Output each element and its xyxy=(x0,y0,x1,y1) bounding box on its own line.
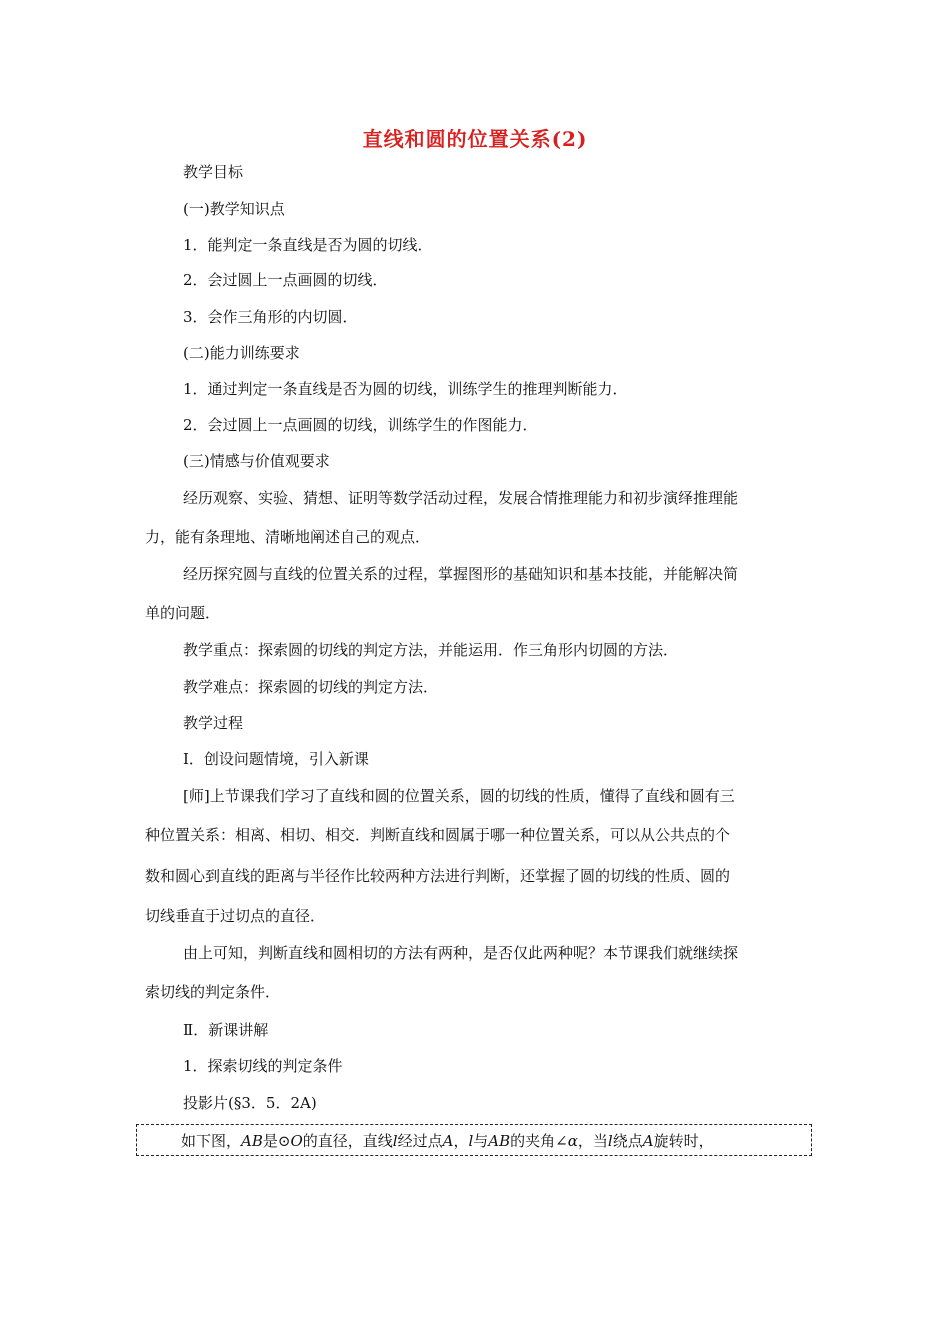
text-line: 2．会过圆上一点画圆的切线，训练学生的作图能力． xyxy=(183,416,538,434)
box-text-part: ，当 xyxy=(577,1132,608,1150)
box-text-part: 是⊙ xyxy=(262,1132,291,1150)
text-line: Ⅰ．创设问题情境，引入新课 xyxy=(183,750,369,768)
text-line: 经历探究圆与直线的位置关系的过程，掌握图形的基础知识和基本技能，并能解决简 xyxy=(183,565,739,583)
box-text-part: 旋转时， xyxy=(653,1132,714,1150)
text-line: 经历观察、实验、猜想、证明等数学活动过程，发展合情推理能力和初步演绎推理能 xyxy=(183,489,739,507)
math-symbol: AB xyxy=(488,1132,511,1150)
text-line: 投影片(§3．5．2A) xyxy=(183,1094,317,1112)
text-line: 教学过程 xyxy=(183,714,244,732)
text-line: 教学重点：探索圆的切线的判定方法，并能运用．作三角形内切圆的方法． xyxy=(183,641,679,659)
document-title: 直线和圆的位置关系(2) xyxy=(362,127,588,151)
text-line: (二)能力训练要求 xyxy=(183,344,300,362)
text-line: 由上可知，判断直线和圆相切的方法有两种，是否仅此两种呢？本节课我们就继续探 xyxy=(183,944,739,962)
text-line: 3．会作三角形的内切圆． xyxy=(183,308,358,326)
math-symbol: α xyxy=(567,1132,578,1150)
math-symbol: O xyxy=(290,1132,303,1150)
text-line: 1．探索切线的判定条件 xyxy=(183,1057,343,1075)
text-line: 教学难点：探索圆的切线的判定方法． xyxy=(183,678,439,696)
box-text-part: 经过点 xyxy=(397,1132,443,1150)
math-symbol: l xyxy=(607,1132,613,1150)
text-line: (三)情感与价值观要求 xyxy=(183,452,330,470)
text-line: 力，能有条理地、清晰地阐述自己的观点． xyxy=(145,528,431,546)
math-symbol: l xyxy=(468,1132,474,1150)
box-text-part: 的直径，直线 xyxy=(302,1132,393,1150)
text-line: 索切线的判定条件． xyxy=(145,983,281,1001)
box-text-part: 绕点 xyxy=(612,1132,643,1150)
text-line: 2．会过圆上一点画圆的切线． xyxy=(183,271,388,289)
text-line: (一)教学知识点 xyxy=(183,200,285,218)
math-symbol: A xyxy=(442,1132,454,1150)
projection-slide-text xyxy=(181,1131,714,1151)
text-line: 1．能判定一条直线是否为圆的切线． xyxy=(183,236,433,254)
text-line: [师]上节课我们学习了直线和圆的位置关系，圆的切线的性质，懂得了直线和圆有三 xyxy=(183,787,735,805)
text-line: 种位置关系：相离、相切、相交．判断直线和圆属于哪一种位置关系，可以从公共点的个 xyxy=(145,826,731,844)
text-line: 数和圆心到直线的距离与半径作比较两种方法进行判断，还掌握了圆的切线的性质、圆的 xyxy=(145,867,731,885)
math-symbol: A xyxy=(642,1132,654,1150)
text-line: 1．通过判定一条直线是否为圆的切线，训练学生的推理判断能力． xyxy=(183,380,628,398)
text-line: Ⅱ．新课讲解 xyxy=(183,1021,269,1039)
box-text-part: 与 xyxy=(473,1132,489,1150)
box-text-part: 的夹角∠ xyxy=(510,1132,568,1150)
text-line: 切线垂直于过切点的直径． xyxy=(145,907,326,925)
box-text-part: 如下图， xyxy=(181,1132,242,1150)
math-symbol: l xyxy=(392,1132,398,1150)
text-line: 单的问题． xyxy=(145,604,221,622)
math-symbol: AB xyxy=(241,1132,263,1150)
box-text-part: ， xyxy=(453,1132,469,1150)
text-line: 教学目标 xyxy=(183,163,244,181)
